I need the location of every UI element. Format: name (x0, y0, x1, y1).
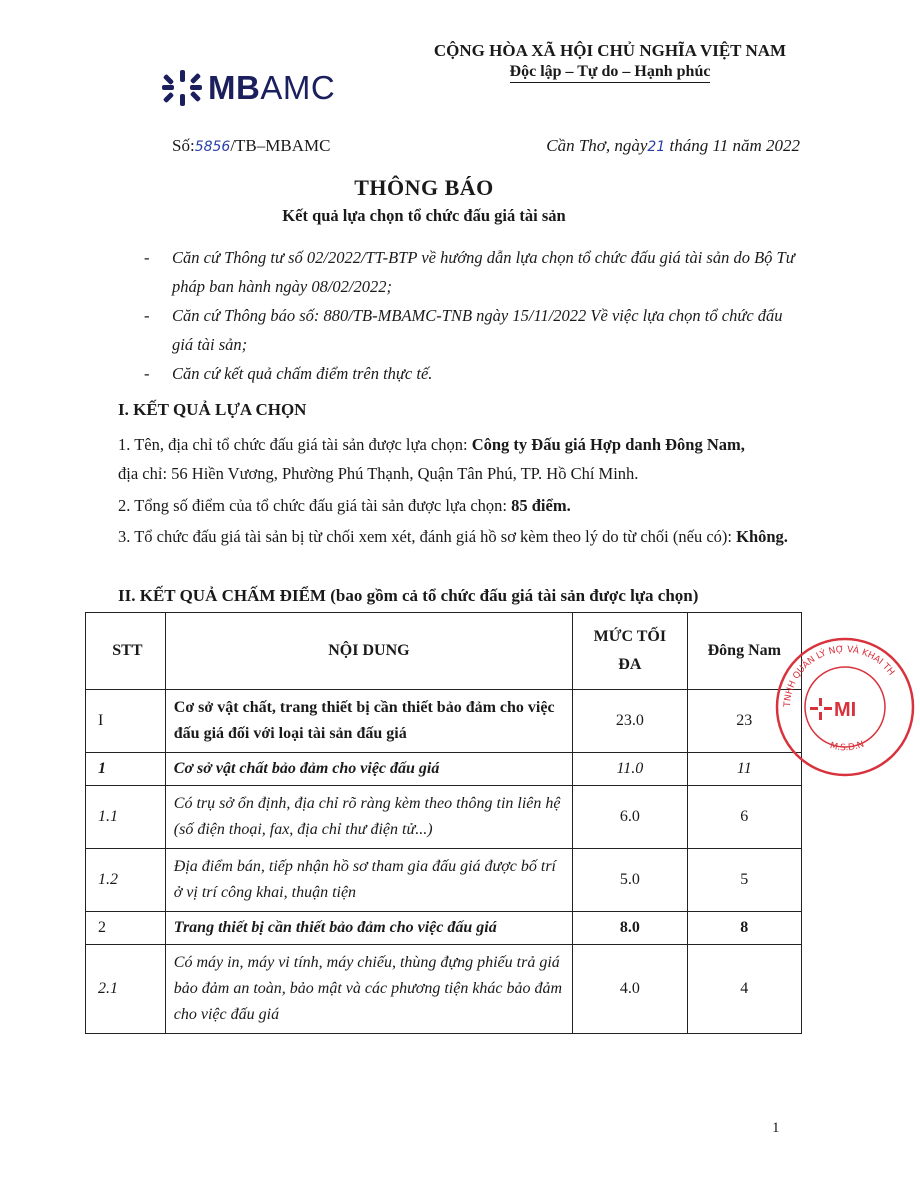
table-row: 2 Trang thiết bị cần thiết bảo đảm cho việc đấu giá 8.0 8 (86, 912, 802, 945)
handwritten-day: 21 (647, 139, 666, 155)
stamp-center-text: MI (834, 699, 857, 721)
section-heading-1: I. KẾT QUẢ LỰA CHỌN (118, 400, 307, 419)
document-title: THÔNG BÁO (354, 175, 494, 200)
stamp-star-icon (810, 698, 832, 720)
document-number: Số:5856/TB–MBAMC (172, 136, 331, 155)
handwritten-number: 5856 (194, 139, 231, 155)
page-number: 1 (772, 1120, 780, 1136)
legal-bases-list (140, 243, 800, 388)
company-stamp (770, 632, 920, 782)
table-row: 2.1 Có máy in, máy vi tính, máy chiếu, thùng đựng phiếu trả giá bảo đảm an toàn, bảo mật và các phương tiện khác bảo đảm cho việc đấu giá 4.0 4 (86, 945, 802, 1034)
mbamc-logo (160, 66, 375, 110)
header-dong-nam: Đông Nam (687, 613, 801, 690)
place-date: Cần Thơ, ngày21 tháng 11 năm 2022 (546, 136, 800, 155)
list-item: - Căn cứ kết quả chấm điểm trên thực tế. (144, 364, 433, 383)
result-paragraph-2: 2. Tổng số điểm của tổ chức đấu giá tài sản được lựa chọn: 85 điểm. (118, 496, 571, 515)
table-header-row (86, 613, 802, 690)
nation-name: CỘNG HÒA XÃ HỘI CHỦ NGHĨA VIỆT NAM (433, 41, 787, 60)
national-heading (400, 40, 820, 83)
header-stt: STT (86, 613, 166, 690)
header-max: MỨC TỐI ĐA (573, 613, 688, 690)
table-row: 1 Cơ sở vật chất bảo đảm cho việc đấu giá 11.0 11 (86, 753, 802, 786)
document-subtitle: Kết quả lựa chọn tổ chức đấu giá tài sản (282, 206, 566, 225)
nation-motto: Độc lập – Tự do – Hạnh phúc (510, 62, 711, 83)
logo-wordmark: MBAMC (208, 69, 336, 106)
stamp-top-text: TNHH QUẢN LÝ NỢ VÀ KHAI TH (782, 644, 896, 708)
header-content: NỘI DUNG (165, 613, 572, 690)
list-item: - Căn cứ Thông tư số 02/2022/TT-BTP về hướng dẫn lựa chọn tổ chức đấu giá tài sản do Bộ Tư pháp ban hành ngày 08/02/2022; (144, 248, 795, 296)
table-row: 1.1 Có trụ sở ổn định, địa chỉ rõ ràng kèm theo thông tin liên hệ (số điện thoại, fax, địa chỉ thư điện tử...) 6.0 6 (86, 786, 802, 849)
result-paragraph-1: 1. Tên, địa chỉ tổ chức đấu giá tài sản được lựa chọn: Công ty Đấu giá Hợp danh Đông Nam, địa chỉ: 56 Hiền Vương, Phường Phú Thạnh, Quận Tân Phú, TP. Hồ Chí Minh. (118, 435, 745, 483)
table-row: 1.2 Địa điểm bán, tiếp nhận hồ sơ tham gia đấu giá được bố trí ở vị trí công khai, thuận tiện 5.0 5 (86, 849, 802, 912)
list-item: - Căn cứ Thông báo số: 880/TB-MBAMC-TNB ngày 15/11/2022 Về việc lựa chọn tổ chức đấu giá tài sản; (144, 306, 783, 354)
score-table (85, 612, 802, 1034)
result-paragraph-3: 3. Tổ chức đấu giá tài sản bị từ chối xem xét, đánh giá hồ sơ kèm theo lý do từ chối (nếu có): Không. (118, 527, 788, 546)
stamp-bottom-text: M.S.D.N (828, 739, 866, 754)
section-heading-2: II. KẾT QUẢ CHẤM ĐIỂM (bao gồm cả tổ chức đấu giá tài sản được lựa chọn) (118, 586, 699, 605)
table-row: I Cơ sở vật chất, trang thiết bị cần thiết bảo đảm cho việc đấu giá đối với loại tài sản đấu giá 23.0 23 (86, 690, 802, 753)
mbamc-star-icon (160, 68, 204, 108)
